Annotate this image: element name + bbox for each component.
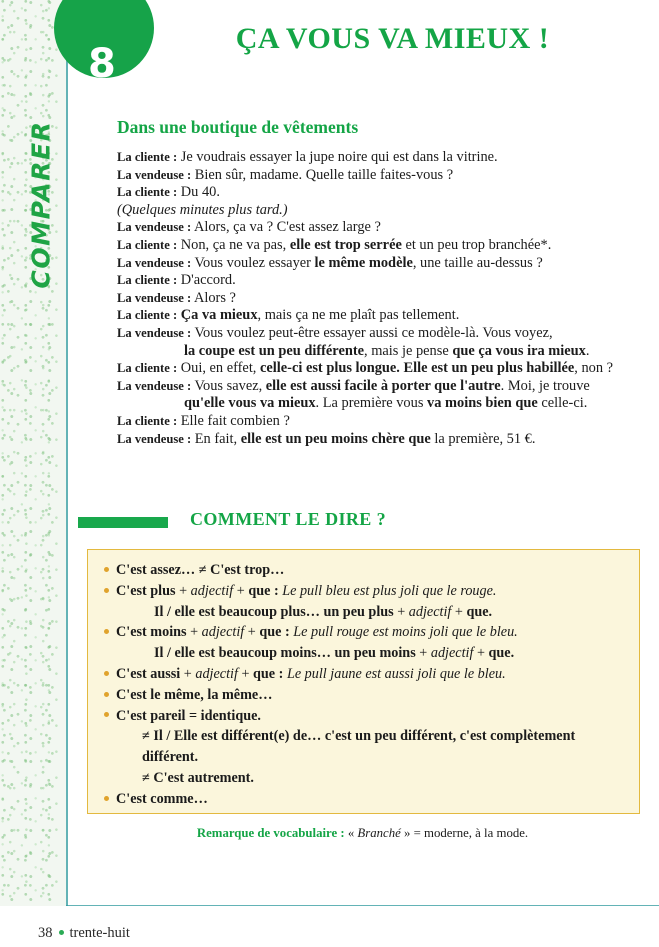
grammar-row bbox=[100, 747, 634, 768]
grammar-text: C'est le même, la même… bbox=[116, 686, 273, 703]
dialogue-text: D'accord. bbox=[177, 272, 236, 289]
dialogue-speaker: La vendeuse : bbox=[117, 255, 192, 270]
dialogue-speaker: La vendeuse : bbox=[117, 325, 192, 340]
page-title: ÇA VOUS VA MIEUX ! bbox=[235, 22, 550, 55]
vocabulary-remark bbox=[66, 826, 659, 841]
footer-page-number: 38 bbox=[38, 925, 53, 941]
grammar-text: + bbox=[451, 603, 467, 620]
grammar-row bbox=[100, 581, 634, 602]
bullet-icon bbox=[104, 629, 109, 634]
dialogue-speaker: La vendeuse : bbox=[117, 290, 192, 305]
dialogue-speaker: La cliente : bbox=[117, 413, 178, 428]
grammar-text: + bbox=[233, 582, 249, 599]
dialogue-text: Vous voulez essayer bbox=[191, 254, 315, 271]
section-green-bar bbox=[78, 517, 168, 528]
dialogue-text: En fait, bbox=[191, 430, 241, 447]
dialogue-line bbox=[117, 219, 659, 237]
grammar-text: C'est comme… bbox=[116, 790, 208, 807]
grammar-row bbox=[100, 706, 634, 727]
remark-definition: = moderne, à la mode. bbox=[410, 826, 529, 840]
grammar-row bbox=[100, 789, 634, 810]
dialogue-emphasis: Ça va mieux bbox=[180, 307, 258, 324]
grammar-text: : bbox=[281, 624, 294, 641]
grammar-text: + bbox=[237, 665, 254, 682]
dialogue-text: Je voudrais essayer la jupe noire qui est dans la vitrine. bbox=[177, 149, 498, 165]
dialogue-line bbox=[117, 202, 659, 220]
dialogue-lines bbox=[117, 149, 659, 448]
grammar-example: Le pull bleu est plus joli que le rouge. bbox=[282, 582, 497, 599]
dialogue-line bbox=[117, 413, 659, 431]
grammar-example: adjectif bbox=[408, 603, 452, 620]
unit-number: 8 bbox=[88, 41, 116, 87]
dialogue-text: , non ? bbox=[574, 360, 614, 377]
dialogue-heading: Dans une boutique de vêtements bbox=[117, 117, 359, 137]
grammar-text: que. bbox=[488, 645, 515, 662]
dialogue-line bbox=[117, 378, 659, 396]
dialogue-line bbox=[117, 167, 659, 185]
dialogue-emphasis: le même modèle bbox=[314, 254, 413, 271]
grammar-text: + bbox=[244, 624, 260, 641]
grammar-row bbox=[100, 664, 634, 685]
dialogue-emphasis: elle est aussi facile à porter que l'autre bbox=[265, 377, 501, 394]
page-content-frame bbox=[66, 0, 659, 906]
dialogue-line bbox=[117, 307, 659, 325]
dialogue-speaker: La cliente : bbox=[117, 361, 178, 376]
dialogue-text: Bien sûr, madame. Quelle taille faites-vous ? bbox=[191, 166, 454, 183]
grammar-row bbox=[100, 602, 634, 623]
grammar-row bbox=[100, 560, 634, 581]
remark-label: Remarque de vocabulaire : bbox=[196, 826, 345, 840]
grammar-text: que bbox=[259, 624, 282, 641]
dialogue-text: la première, 51 €. bbox=[430, 430, 536, 447]
dialogue-line bbox=[117, 255, 659, 273]
bullet-icon bbox=[104, 796, 109, 801]
dialogue-speaker: La cliente : bbox=[117, 273, 178, 288]
grammar-text: C'est assez… ≠ C'est trop… bbox=[116, 562, 285, 578]
dialogue-emphasis: celle-ci est plus longue. Elle est un peu plus habillée bbox=[260, 360, 575, 377]
dialogue-text: Du 40. bbox=[177, 184, 220, 201]
grammar-text: + bbox=[175, 582, 191, 599]
grammar-text: + bbox=[186, 624, 202, 641]
bullet-icon bbox=[104, 588, 109, 593]
grammar-box-rows bbox=[100, 560, 634, 810]
footer-dot-icon bbox=[59, 930, 64, 935]
grammar-text: différent. bbox=[142, 749, 199, 766]
dialogue-text: , une taille au-dessus ? bbox=[412, 254, 543, 271]
bullet-icon bbox=[104, 692, 109, 697]
grammar-row bbox=[100, 622, 634, 643]
dialogue-emphasis: que ça vous ira mieux bbox=[452, 342, 586, 359]
section-vertical-label: COMPARER bbox=[26, 120, 56, 289]
grammar-row bbox=[100, 643, 634, 664]
grammar-row bbox=[100, 726, 634, 747]
dialogue-text: , mais ça ne me plaît pas tellement. bbox=[257, 307, 460, 324]
dialogue-speaker: La vendeuse : bbox=[117, 431, 192, 446]
bullet-icon bbox=[104, 671, 109, 676]
dialogue-text: Non, ça ne va pas, bbox=[177, 236, 290, 253]
grammar-example: Le pull jaune est aussi joli que le bleu. bbox=[286, 665, 506, 682]
dialogue-emphasis: elle est trop serrée bbox=[289, 236, 402, 253]
grammar-text: que. bbox=[466, 603, 493, 620]
grammar-text: ≠ Il / Elle est différent(e) de… c'est un peu différent, c'est complètement bbox=[142, 728, 576, 745]
dialogue-text: . bbox=[585, 342, 590, 359]
dialogue-speaker: La vendeuse : bbox=[117, 167, 192, 182]
dialogue-line bbox=[117, 343, 659, 361]
grammar-example: adjectif bbox=[195, 665, 238, 682]
grammar-text: + bbox=[180, 665, 196, 682]
dialogue-speaker: La cliente : bbox=[117, 237, 178, 252]
dialogue-text: . La première vous bbox=[315, 395, 428, 412]
dialogue-text: . Moi, je trouve bbox=[500, 377, 590, 394]
grammar-text: C'est pareil = identique. bbox=[116, 707, 261, 724]
dialogue-line bbox=[117, 237, 659, 255]
grammar-example: adjectif bbox=[190, 582, 234, 599]
dialogue-text: Vous savez, bbox=[191, 377, 266, 394]
remark-quote-close: » bbox=[400, 826, 411, 840]
grammar-box bbox=[87, 549, 640, 814]
dialogue-emphasis: elle est un peu moins chère que bbox=[240, 430, 431, 447]
dialogue-text: , mais je pense bbox=[364, 342, 453, 359]
dialogue-text: Elle fait combien ? bbox=[177, 412, 290, 429]
grammar-row bbox=[100, 685, 634, 706]
dialogue-line bbox=[117, 184, 659, 202]
dialogue-text: et un peu trop branchée*. bbox=[401, 236, 552, 253]
frame-left-rule bbox=[66, 0, 68, 906]
dialogue-text: Vous voulez peut-être essayer aussi ce modèle-là. Vous voyez, bbox=[191, 324, 553, 341]
grammar-text: Il / elle est beaucoup moins… un peu moins bbox=[154, 645, 416, 662]
dialogue-emphasis: qu'elle vous va mieux bbox=[184, 395, 316, 412]
bullet-icon bbox=[104, 712, 109, 717]
grammar-text: : bbox=[270, 582, 283, 599]
grammar-text: C'est plus bbox=[116, 582, 176, 599]
dialogue-emphasis: va moins bien que bbox=[427, 395, 538, 412]
dialogue-speaker: La cliente : bbox=[117, 185, 178, 200]
grammar-text: C'est aussi bbox=[116, 665, 181, 682]
dialogue-text: Alors, ça va ? C'est assez large ? bbox=[191, 219, 381, 236]
grammar-text: que bbox=[253, 665, 276, 682]
grammar-text: + bbox=[415, 645, 431, 662]
bullet-icon bbox=[104, 567, 109, 572]
dialogue-line bbox=[117, 290, 659, 308]
grammar-text: C'est moins bbox=[116, 624, 187, 641]
dialogue-text: Oui, en effet, bbox=[177, 360, 261, 377]
grammar-example: Le pull rouge est moins joli que le bleu. bbox=[293, 624, 518, 641]
dialogue-text: celle-ci. bbox=[537, 395, 588, 412]
page-footer bbox=[38, 925, 130, 942]
footer-page-word: trente-huit bbox=[69, 925, 130, 941]
grammar-example: adjectif bbox=[201, 624, 245, 641]
section-heading: COMMENT LE DIRE ? bbox=[190, 509, 386, 529]
dialogue-line bbox=[117, 431, 659, 449]
grammar-row bbox=[100, 768, 634, 789]
dialogue-speaker: La cliente : bbox=[117, 308, 178, 323]
grammar-example: adjectif bbox=[430, 645, 474, 662]
grammar-text: : bbox=[275, 665, 287, 682]
dialogue-section bbox=[117, 117, 659, 448]
dialogue-speaker: La vendeuse : bbox=[117, 220, 192, 235]
dialogue-line bbox=[117, 360, 659, 378]
frame-bottom-rule bbox=[66, 905, 659, 907]
grammar-text: + bbox=[393, 603, 409, 620]
grammar-text: ≠ C'est autrement. bbox=[142, 769, 254, 786]
grammar-text: que bbox=[248, 582, 271, 599]
remark-word: Branché bbox=[357, 826, 401, 840]
dialogue-speaker: La vendeuse : bbox=[117, 378, 192, 393]
dialogue-line bbox=[117, 272, 659, 290]
dialogue-line bbox=[117, 395, 659, 413]
side-margin-texture bbox=[0, 0, 66, 906]
dialogue-line bbox=[117, 325, 659, 343]
dialogue-text: Alors ? bbox=[191, 289, 236, 306]
grammar-text: Il / elle est beaucoup plus… un peu plus bbox=[154, 603, 394, 620]
grammar-text: + bbox=[473, 645, 489, 662]
dialogue-text: (Quelques minutes plus tard.) bbox=[117, 201, 288, 218]
dialogue-emphasis: la coupe est un peu différente bbox=[184, 342, 365, 359]
remark-quote-open: « bbox=[344, 826, 358, 840]
dialogue-line bbox=[117, 149, 659, 167]
dialogue-speaker: La cliente : bbox=[117, 150, 178, 164]
